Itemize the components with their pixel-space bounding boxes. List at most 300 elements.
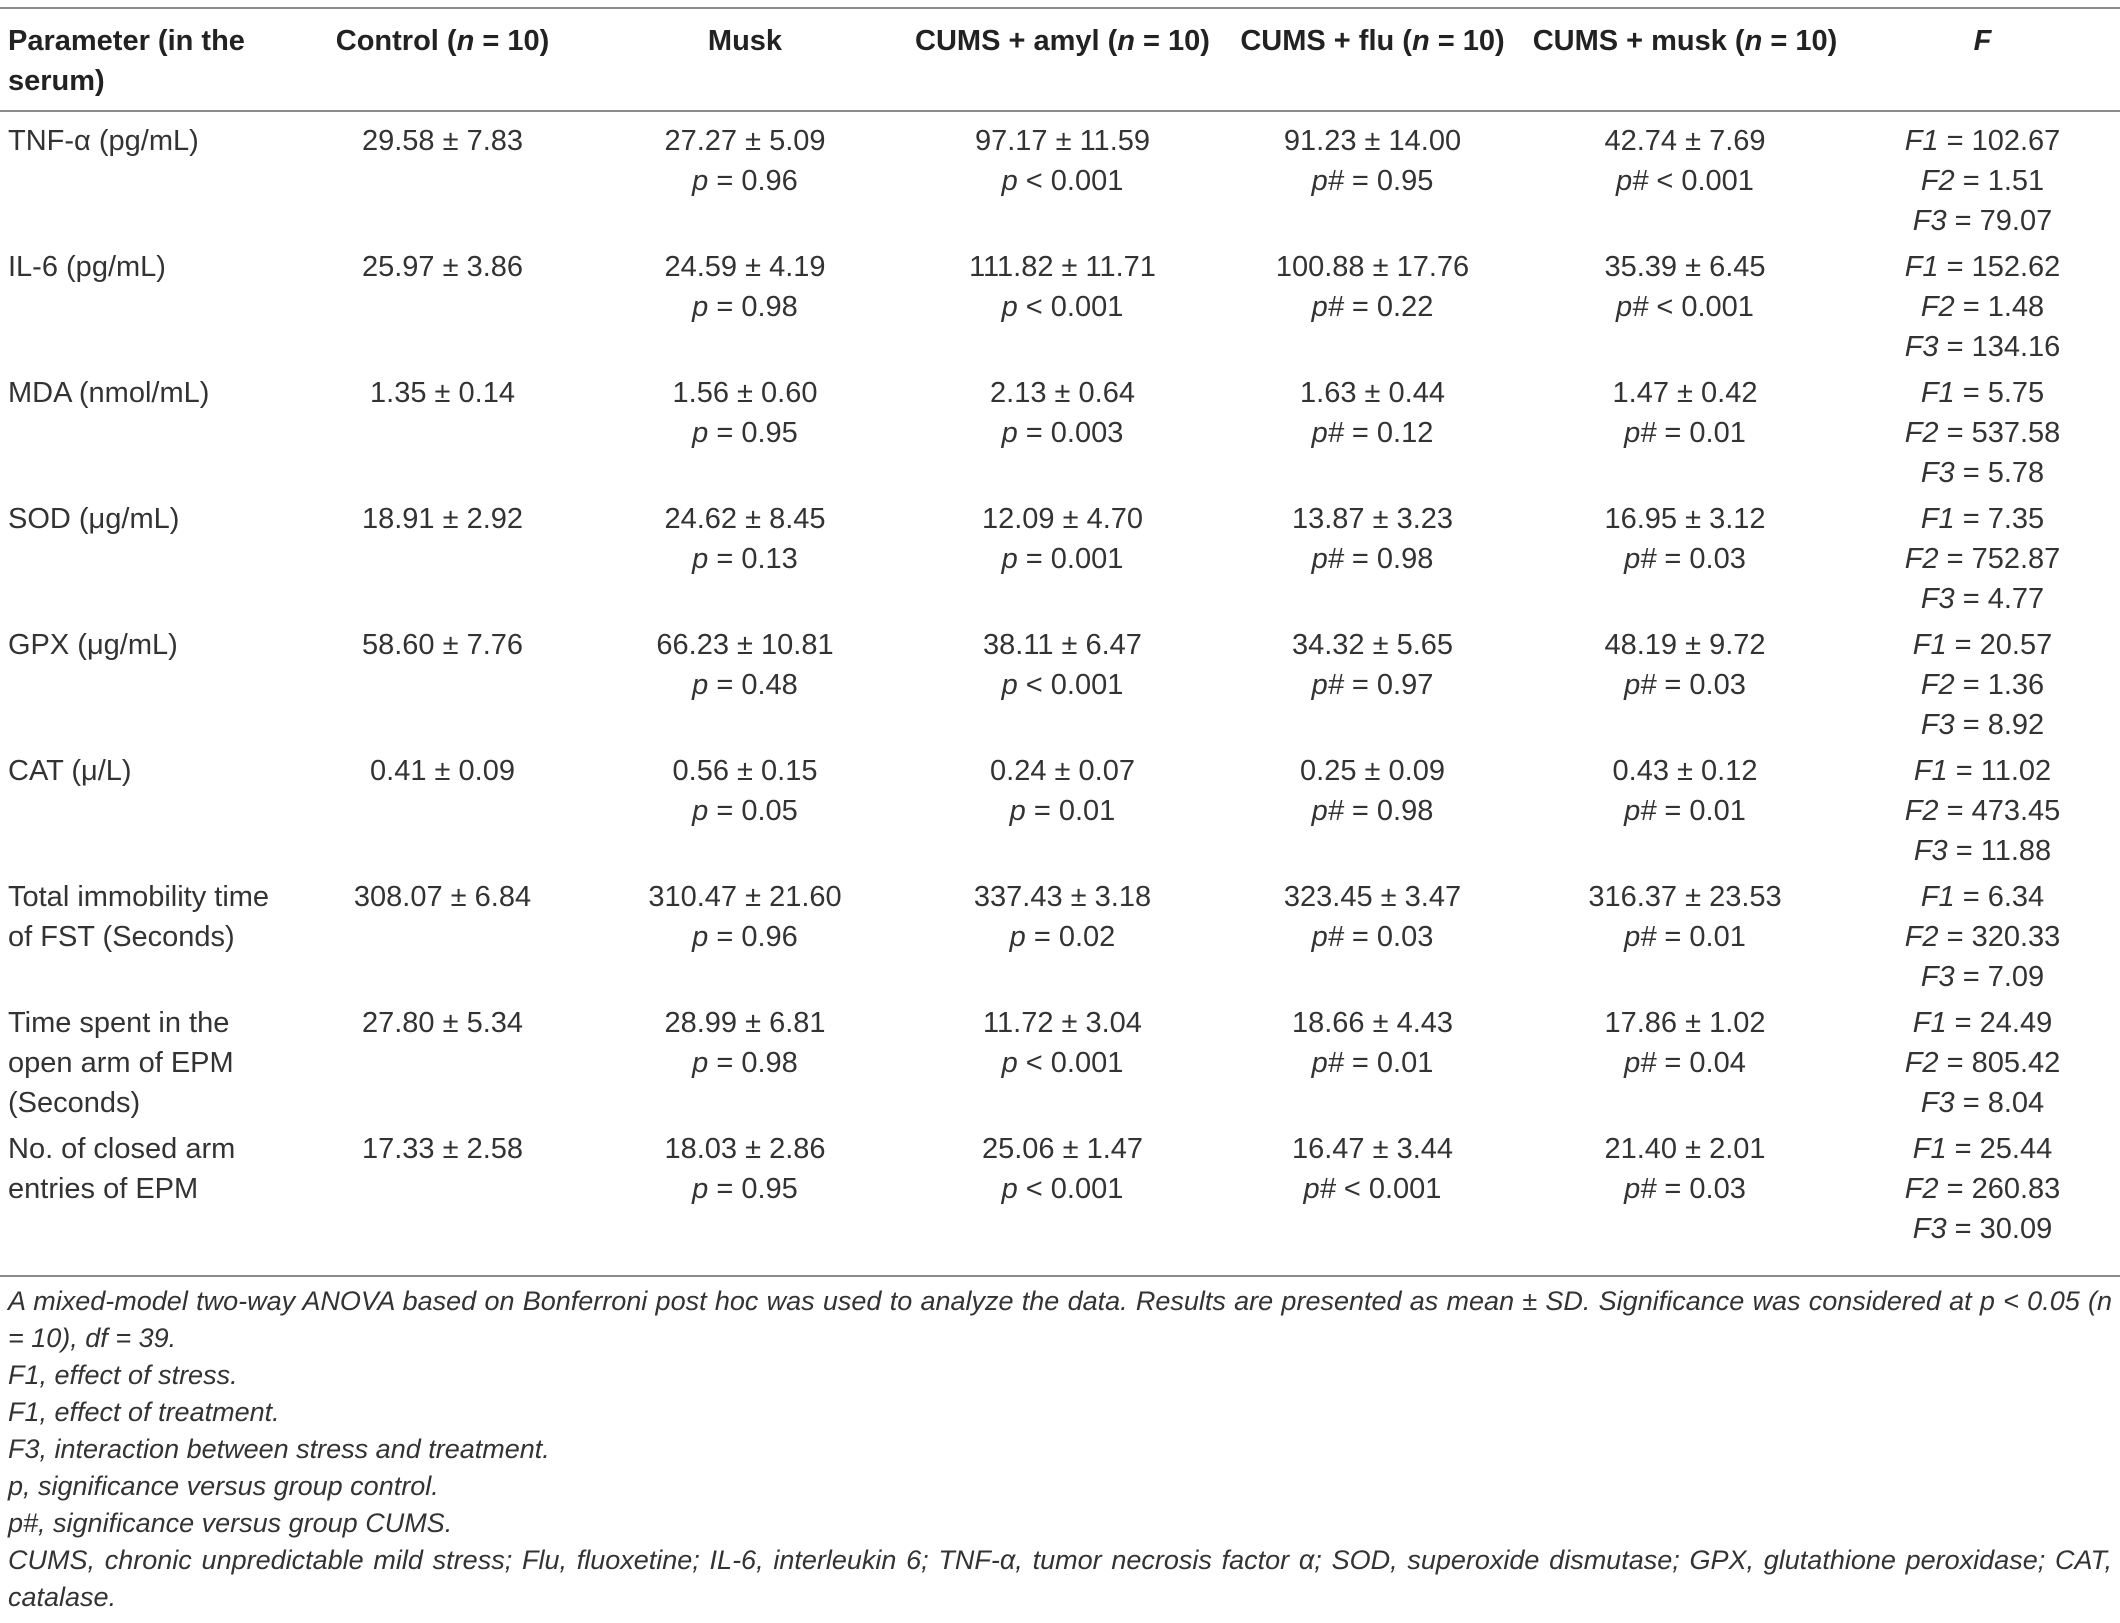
f-stat-cell [1845, 751, 2120, 877]
parameter-label: CAT (μ/L) [8, 755, 132, 787]
f-stat-line [1845, 1003, 2120, 1043]
f-stat-line [1845, 499, 2120, 539]
parameter-cell [0, 373, 300, 499]
significance-label: p# [1616, 165, 1649, 197]
f-stat-label: F1 [1912, 1007, 1947, 1039]
f-stat-label: F2 [1904, 543, 1939, 575]
header-text-end: = 10) [1135, 25, 1210, 57]
f-stat-line [1845, 201, 2120, 241]
f-stat-value: 6.34 [1987, 881, 2045, 913]
f-stat-line [1845, 161, 2120, 201]
f-stat-value: 134.16 [1971, 331, 2061, 363]
f-stat-cell [1845, 247, 2120, 373]
significance-line [1220, 665, 1525, 705]
flu-cell [1220, 373, 1525, 499]
header-italic: n [1411, 25, 1430, 57]
f-stat-label: F1 [1904, 251, 1939, 283]
f-stat-eq: = [1954, 503, 1988, 535]
significance-label: p# [1624, 1173, 1657, 1205]
control-cell [300, 751, 585, 877]
footnote-line: CUMS, chronic unpredictable mild stress; Flu, fluoxetine; IL-6, interleukin 6; TNF-α, tumor necrosis factor α; SOD, superoxide dismutase; GPX, glutathione peroxidase; CAT, catalase. [8, 1545, 2112, 1612]
significance-value: = 0.01 [1656, 417, 1746, 449]
significance-line [1220, 1169, 1525, 1209]
significance-value: = 0.12 [1343, 417, 1434, 449]
amyl-cell [905, 877, 1220, 1003]
significance-label: p# [1311, 1047, 1344, 1079]
significance-label: p# [1311, 417, 1344, 449]
f-stat-line [1845, 327, 2120, 367]
group-mean: 16.47 ± 3.44 [1291, 1133, 1454, 1165]
f-stat-line [1845, 1169, 2120, 1209]
f-stat-label: F2 [1920, 291, 1955, 323]
significance-value: = 0.13 [708, 543, 798, 575]
f-stat-cell [1845, 1003, 2120, 1129]
significance-label: p# [1311, 921, 1344, 953]
significance-label: p [692, 165, 709, 197]
f-stat-line [1845, 877, 2120, 917]
f-stat-eq: = [1954, 881, 1988, 913]
f-stat-eq: = [1938, 1047, 1972, 1079]
significance-line [585, 161, 905, 201]
musk-cell [585, 625, 905, 751]
control-mean: 1.35 ± 0.14 [370, 377, 515, 409]
f-stat-eq: = [1946, 205, 1980, 237]
group-mean: 0.25 ± 0.09 [1300, 755, 1445, 787]
control-cell [300, 373, 585, 499]
significance-value: = 0.04 [1656, 1047, 1746, 1079]
f-stat-value: 1.51 [1987, 165, 2045, 197]
significance-label: p [692, 417, 709, 449]
musk-cell [585, 373, 905, 499]
significance-label: p# [1311, 669, 1344, 701]
header-text: CUMS + amyl ( [915, 25, 1118, 57]
significance-value: < 0.001 [1017, 165, 1124, 197]
f-stat-line [1845, 1083, 2120, 1123]
group-mean: 18.66 ± 4.43 [1291, 1007, 1454, 1039]
parameter-cell [0, 1129, 300, 1255]
f-stat-eq: = [1954, 961, 1988, 993]
f-stat-eq: = [1954, 165, 1988, 197]
header-text: Control ( [335, 25, 457, 57]
significance-value: = 0.05 [708, 795, 798, 827]
header-text: CUMS + flu ( [1240, 25, 1412, 57]
group-mean: 25.06 ± 1.47 [981, 1133, 1144, 1165]
significance-value: = 0.95 [1343, 165, 1434, 197]
significance-label: p [692, 1173, 709, 1205]
group-mean: 1.56 ± 0.60 [672, 377, 818, 409]
f-stat-value: 537.58 [1971, 417, 2061, 449]
group-mean: 316.37 ± 23.53 [1588, 881, 1782, 913]
f-stat-label: F3 [1913, 835, 1948, 867]
f-stat-line [1845, 539, 2120, 579]
f-stat-line [1845, 917, 2120, 957]
significance-label: p [1001, 543, 1018, 575]
f-stat-eq: = [1938, 921, 1972, 953]
f-stat-eq: = [1938, 543, 1972, 575]
f-stat-value: 1.48 [1987, 291, 2045, 323]
significance-value: = 0.003 [1017, 417, 1124, 449]
f-stat-line [1845, 791, 2120, 831]
group-mean: 66.23 ± 10.81 [656, 629, 834, 661]
f-stat-eq: = [1938, 795, 1972, 827]
f-stat-line [1845, 625, 2120, 665]
footnote-line: F1, effect of treatment. [8, 1397, 280, 1427]
parameter-cell [0, 877, 300, 1003]
flu-cell [1220, 499, 1525, 625]
significance-label: p [1001, 1173, 1018, 1205]
table-row [0, 373, 2120, 499]
f-stat-line [1845, 751, 2120, 791]
significance-label: p [1009, 921, 1026, 953]
f-stat-eq: = [1954, 1087, 1988, 1119]
significance-value: = 0.01 [1025, 795, 1116, 827]
group-mean: 38.11 ± 6.47 [983, 629, 1142, 661]
group-mean: 0.43 ± 0.12 [1612, 755, 1758, 787]
significance-line [1220, 161, 1525, 201]
significance-value: = 0.03 [1343, 921, 1434, 953]
significance-value: = 0.98 [708, 1047, 798, 1079]
f-stat-value: 25.44 [1979, 1133, 2053, 1165]
control-mean: 0.41 ± 0.09 [370, 755, 515, 787]
flu-cell [1220, 625, 1525, 751]
f-stat-value: 8.04 [1987, 1087, 2045, 1119]
significance-label: p# [1311, 795, 1344, 827]
cmusk-cell [1525, 247, 1845, 373]
f-stat-value: 5.78 [1987, 457, 2045, 489]
f-stat-eq: = [1938, 251, 1972, 283]
significance-value: = 0.01 [1343, 1047, 1434, 1079]
f-stat-value: 8.92 [1987, 709, 2045, 741]
table-row [0, 625, 2120, 751]
group-mean: 21.40 ± 2.01 [1604, 1133, 1766, 1165]
significance-line [1220, 539, 1525, 579]
f-stat-label: F3 [1920, 709, 1955, 741]
f-stat-cell [1845, 373, 2120, 499]
significance-label: p [692, 795, 709, 827]
significance-line [585, 1169, 905, 1209]
f-stat-label: F1 [1920, 881, 1955, 913]
group-mean: 11.72 ± 3.04 [983, 1007, 1142, 1039]
group-mean: 35.39 ± 6.45 [1604, 251, 1766, 283]
column-header-5 [1525, 9, 1845, 101]
parameter-cell [0, 1003, 300, 1129]
cmusk-cell [1525, 1129, 1845, 1255]
group-mean: 18.03 ± 2.86 [664, 1133, 826, 1165]
significance-line [1525, 413, 1845, 453]
control-mean: 308.07 ± 6.84 [353, 881, 532, 913]
header-text-end: = 10) [1762, 25, 1838, 57]
significance-label: p [1001, 417, 1018, 449]
musk-cell [585, 101, 905, 247]
significance-line [585, 539, 905, 579]
parameter-label: MDA (nmol/mL) [8, 377, 210, 409]
significance-label: p# [1624, 543, 1657, 575]
header-italic: F [1973, 25, 1992, 57]
f-stat-eq: = [1946, 1213, 1980, 1245]
control-mean: 29.58 ± 7.83 [361, 125, 524, 157]
significance-line [585, 917, 905, 957]
f-stat-eq: = [1946, 1007, 1980, 1039]
f-stat-label: F3 [1912, 1213, 1947, 1245]
significance-value: = 0.48 [708, 669, 798, 701]
footnote-line: p, significance versus group control. [8, 1471, 439, 1501]
significance-label: p [692, 1047, 709, 1079]
significance-value: = 0.97 [1343, 669, 1434, 701]
f-stat-value: 7.09 [1987, 961, 2045, 993]
f-stat-label: F2 [1904, 795, 1939, 827]
group-mean: 24.59 ± 4.19 [664, 251, 826, 283]
f-stat-label: F1 [1912, 629, 1947, 661]
flu-cell [1220, 101, 1525, 247]
significance-value: = 0.95 [708, 417, 798, 449]
significance-label: p [1001, 165, 1018, 197]
flu-cell [1220, 1129, 1525, 1255]
flu-cell [1220, 247, 1525, 373]
f-stat-label: F1 [1913, 755, 1948, 787]
f-stat-eq: = [1938, 417, 1972, 449]
significance-line [905, 791, 1220, 831]
f-stat-eq: = [1938, 125, 1972, 157]
f-stat-line [1845, 1043, 2120, 1083]
group-mean: 24.62 ± 8.45 [664, 503, 826, 535]
column-header-6 [1845, 9, 2120, 101]
f-stat-eq: = [1946, 1133, 1980, 1165]
significance-line [1220, 791, 1525, 831]
parameter-label: SOD (μg/mL) [8, 503, 180, 535]
parameter-label: IL-6 (pg/mL) [8, 251, 166, 283]
control-cell [300, 101, 585, 247]
significance-line [585, 791, 905, 831]
significance-line [1220, 917, 1525, 957]
group-mean: 310.47 ± 21.60 [648, 881, 842, 913]
significance-value: = 0.03 [1656, 543, 1746, 575]
f-stat-value: 260.83 [1971, 1173, 2061, 1205]
group-mean: 91.23 ± 14.00 [1283, 125, 1462, 157]
f-stat-cell [1845, 101, 2120, 247]
control-mean: 18.91 ± 2.92 [361, 503, 524, 535]
f-stat-label: F2 [1920, 165, 1955, 197]
control-mean: 17.33 ± 2.58 [361, 1133, 524, 1165]
header-italic: n [1744, 25, 1763, 57]
significance-line [585, 287, 905, 327]
control-mean: 25.97 ± 3.86 [361, 251, 524, 283]
results-table [0, 9, 2120, 1255]
parameter-cell [0, 101, 300, 247]
significance-value: = 0.98 [1343, 795, 1434, 827]
amyl-cell [905, 751, 1220, 877]
significance-value: < 0.001 [1017, 1047, 1124, 1079]
significance-label: p# [1624, 795, 1657, 827]
significance-line [905, 1043, 1220, 1083]
significance-label: p [1009, 795, 1026, 827]
flu-cell [1220, 1003, 1525, 1129]
significance-value: < 0.001 [1335, 1173, 1442, 1205]
significance-value: = 0.001 [1017, 543, 1124, 575]
cmusk-cell [1525, 877, 1845, 1003]
f-stat-label: F2 [1904, 417, 1939, 449]
significance-line [905, 413, 1220, 453]
f-stat-eq: = [1954, 457, 1988, 489]
significance-label: p# [1311, 291, 1344, 323]
footnote-line: p#, significance versus group CUMS. [8, 1508, 453, 1538]
table-body [0, 101, 2120, 1255]
amyl-cell [905, 247, 1220, 373]
significance-label: p [692, 921, 709, 953]
amyl-cell [905, 625, 1220, 751]
significance-line [905, 161, 1220, 201]
control-cell [300, 625, 585, 751]
cmusk-cell [1525, 1003, 1845, 1129]
table-header-row [0, 9, 2120, 101]
group-mean: 12.09 ± 4.70 [981, 503, 1144, 535]
f-stat-line [1845, 1209, 2120, 1249]
significance-line [905, 1169, 1220, 1209]
group-mean: 27.27 ± 5.09 [664, 125, 826, 157]
f-stat-value: 11.88 [1980, 835, 2052, 867]
f-stat-line [1845, 373, 2120, 413]
f-stat-label: F3 [1920, 457, 1955, 489]
significance-value: < 0.001 [1017, 669, 1124, 701]
musk-cell [585, 1129, 905, 1255]
f-stat-value: 4.77 [1987, 583, 2045, 615]
f-stat-value: 7.35 [1987, 503, 2045, 535]
parameter-cell [0, 751, 300, 877]
table-footnotes [8, 1283, 2112, 1616]
significance-line [1525, 791, 1845, 831]
group-mean: 323.45 ± 3.47 [1283, 881, 1462, 913]
significance-value: = 0.02 [1025, 921, 1116, 953]
significance-line [1525, 917, 1845, 957]
f-stat-line [1845, 287, 2120, 327]
significance-line [1525, 287, 1845, 327]
group-mean: 34.32 ± 5.65 [1291, 629, 1454, 661]
musk-cell [585, 499, 905, 625]
significance-line [1220, 413, 1525, 453]
table-row [0, 877, 2120, 1003]
f-stat-value: 102.67 [1971, 125, 2061, 157]
group-mean: 97.17 ± 11.59 [974, 125, 1151, 157]
f-stat-cell [1845, 625, 2120, 751]
significance-label: p# [1624, 921, 1657, 953]
f-stat-eq: = [1954, 709, 1988, 741]
control-mean: 27.80 ± 5.34 [361, 1007, 524, 1039]
cmusk-cell [1525, 751, 1845, 877]
f-stat-line [1845, 579, 2120, 619]
significance-label: p# [1624, 417, 1657, 449]
footnote-line: A mixed-model two-way ANOVA based on Bonferroni post hoc was used to analyze the data. Results are presented as mean ± SD. Significance was considered at p < 0.05 (n = 10), df = 39. [8, 1286, 2112, 1353]
significance-line [905, 917, 1220, 957]
f-stat-label: F2 [1920, 669, 1955, 701]
significance-label: p# [1624, 669, 1657, 701]
f-stat-eq: = [1954, 291, 1988, 323]
parameter-cell [0, 625, 300, 751]
significance-value: < 0.001 [1648, 291, 1754, 323]
f-stat-line [1845, 121, 2120, 161]
significance-value: = 0.98 [708, 291, 798, 323]
group-mean: 337.43 ± 3.18 [973, 881, 1152, 913]
significance-line [905, 287, 1220, 327]
f-stat-eq: = [1938, 331, 1972, 363]
group-mean: 100.88 ± 17.76 [1275, 251, 1470, 283]
significance-line [1525, 539, 1845, 579]
significance-label: p# [1616, 291, 1649, 323]
f-stat-cell [1845, 877, 2120, 1003]
f-stat-line [1845, 705, 2120, 745]
significance-label: p# [1303, 1173, 1336, 1205]
significance-label: p [1001, 1047, 1018, 1079]
table-row [0, 1003, 2120, 1129]
f-stat-label: F3 [1920, 1087, 1955, 1119]
f-stat-value: 20.57 [1979, 629, 2053, 661]
f-stat-label: F3 [1920, 583, 1955, 615]
significance-value: < 0.001 [1017, 291, 1124, 323]
f-stat-line [1845, 665, 2120, 705]
significance-line [1220, 287, 1525, 327]
significance-value: = 0.22 [1343, 291, 1434, 323]
control-cell [300, 1003, 585, 1129]
significance-value: = 0.03 [1656, 669, 1746, 701]
significance-line [1220, 1043, 1525, 1083]
significance-value: < 0.001 [1648, 165, 1754, 197]
cmusk-cell [1525, 499, 1845, 625]
f-stat-line [1845, 831, 2120, 871]
significance-line [585, 413, 905, 453]
significance-value: = 0.95 [708, 1173, 798, 1205]
group-mean: 111.82 ± 11.71 [969, 251, 1156, 283]
f-stat-label: F1 [1920, 377, 1955, 409]
amyl-cell [905, 101, 1220, 247]
f-stat-value: 152.62 [1971, 251, 2061, 283]
significance-label: p [692, 543, 709, 575]
control-mean: 58.60 ± 7.76 [361, 629, 524, 661]
f-stat-value: 805.42 [1971, 1047, 2061, 1079]
footnote-line: F1, effect of stress. [8, 1360, 238, 1390]
f-stat-line [1845, 413, 2120, 453]
group-mean: 2.13 ± 0.64 [990, 377, 1135, 409]
table-bottom-rule [0, 1275, 2120, 1277]
table-row [0, 499, 2120, 625]
f-stat-eq: = [1954, 583, 1988, 615]
table-row [0, 1129, 2120, 1255]
header-italic: n [456, 25, 475, 57]
cmusk-cell [1525, 373, 1845, 499]
table-row [0, 751, 2120, 877]
flu-cell [1220, 877, 1525, 1003]
f-stat-eq: = [1938, 1173, 1972, 1205]
group-mean: 0.56 ± 0.15 [672, 755, 818, 787]
f-stat-eq: = [1947, 835, 1981, 867]
significance-label: p [1001, 669, 1018, 701]
f-stat-label: F2 [1904, 1047, 1939, 1079]
f-stat-label: F1 [1920, 503, 1955, 535]
f-stat-value: 30.09 [1979, 1213, 2053, 1245]
amyl-cell [905, 499, 1220, 625]
cmusk-cell [1525, 101, 1845, 247]
f-stat-eq: = [1947, 755, 1981, 787]
significance-value: = 0.96 [708, 921, 798, 953]
significance-label: p [692, 669, 709, 701]
f-stat-line [1845, 1129, 2120, 1169]
f-stat-label: F3 [1904, 331, 1939, 363]
f-stat-label: F2 [1904, 1173, 1939, 1205]
significance-line [585, 665, 905, 705]
parameter-label: GPX (μg/mL) [8, 629, 178, 661]
musk-cell [585, 1003, 905, 1129]
header-text-end: = 10) [1429, 25, 1505, 57]
musk-cell [585, 247, 905, 373]
footnote-line: F3, interaction between stress and treatment. [8, 1434, 550, 1464]
group-mean: 1.63 ± 0.44 [1300, 377, 1445, 409]
